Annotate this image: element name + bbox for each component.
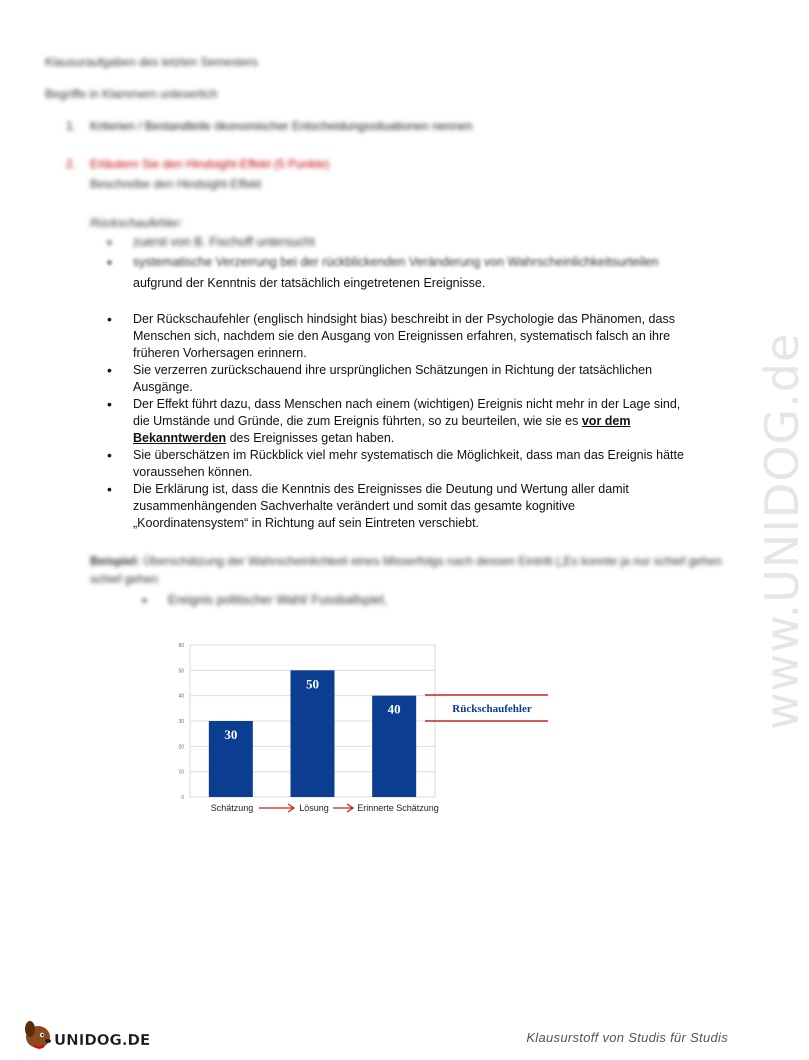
bullet-item: • Der Rückschaufehler (englisch hindsight bias) beschreibt in der Psychologie das Phänomen, dass Menschen sich, nachdem sie den Ausgang von Ereignissen erfahren, systematisch falsch an ihre früheren Vorhersagen erinnern. <box>105 311 685 362</box>
bullet-item <box>105 396 685 447</box>
list-item-text: Erläutern Sie den Hindsight-Effekt (5 Punkte) <box>90 157 330 171</box>
y-tick-label: 50 <box>178 668 184 675</box>
document-note: Begriffe in Klammern unleserlich <box>45 87 218 101</box>
item2-subheading: Beschreibe den Hindsight-Effekt <box>90 177 262 191</box>
strike-bullet-text: systematische Verzerrung bei der rückblickenden Veränderung von Wahrscheinlichkeitsurteilen <box>133 255 659 269</box>
list-item-number: 1. <box>66 119 77 133</box>
strike-bullet-continuation: aufgrund der Kenntnis der tatsächlich eingetretenen Ereignisse. <box>133 276 486 290</box>
example-text: Überschätzung der Wahrscheinlichkeit eines Misserfolgs nach dessen Eintritt („Es konnte ja nur schief gehen <box>140 554 722 568</box>
emphasis-vor-dem-bekanntwerden: vor dem Bekanntwerden <box>133 414 631 445</box>
annotation-label: Rückschaufehler <box>452 703 532 715</box>
category-label: Schätzung <box>210 803 254 813</box>
category-label: Erinnerte Schätzung <box>357 803 439 813</box>
example-bullet-text: Ereignis politischer Wahl/ Fussballspiel, <box>168 593 388 607</box>
example-label: Beispiel: <box>90 554 141 568</box>
bullet-item: • Die Erklärung ist, dass die Kenntnis des Ereignisses die Deutung und Wertung aller damit zusammenhängenden Sachverhalte verändert und somit das gesamte kognitive „Koordinatensystem“ in Richtung auf sein Eintreten verschiebt. <box>105 481 685 532</box>
bar-value-label: 30 <box>224 727 238 742</box>
category-label: Lösung <box>299 803 329 813</box>
bar-value-label: 40 <box>387 701 401 717</box>
bar-chart <box>170 640 560 820</box>
y-tick-label: 40 <box>178 693 184 700</box>
document-title: Klausuraufgaben des letzten Semesters <box>45 55 258 69</box>
rueckschaufehler-heading: Rückschaufehler: <box>90 216 183 230</box>
footer-tagline: Klausurstoff von Studis für Studis <box>526 1030 728 1045</box>
y-tick-label: 10 <box>178 769 184 776</box>
watermark-text: www.UNIDOG.de <box>755 332 809 730</box>
bullet-text-part: des Ereignisses getan haben. <box>226 431 395 445</box>
y-tick-label: 30 <box>178 719 184 725</box>
y-tick-label: 0 <box>181 795 184 801</box>
unidog-logo <box>20 1015 150 1055</box>
bullet-text-part: Der Effekt führt dazu, dass Menschen nach einem (wichtigen) Ereignis nicht mehr in der Lage sind, die Umstände und Gründe, die zum Ereignis führten, so zu beurteilen, wie sie es <box>133 397 681 428</box>
chart-svg <box>170 640 560 820</box>
blurred-bullet-text: zuerst von B. Fischoff untersucht <box>133 235 315 249</box>
bullet-item: • Sie überschätzen im Rückblick viel mehr systematisch die Möglichkeit, dass man das Ereignis hätte voraussehen können. <box>105 447 685 481</box>
dog-icon <box>20 1015 150 1055</box>
bullet-list <box>105 311 685 532</box>
list-item-number: 2. <box>66 157 77 171</box>
y-tick-label: 20 <box>178 744 184 751</box>
y-tick-label: 60 <box>178 643 184 649</box>
example-line <box>90 553 722 570</box>
bullet-item: • Sie verzerren zurückschauend ihre ursprünglichen Schätzungen in Richtung der tatsächlichen Ausgänge. <box>105 362 685 396</box>
bar-value-label: 50 <box>306 676 319 692</box>
list-item-text: Kriterien / Bestandteile ökonomischer Entscheidungssituationen nennen <box>90 119 473 133</box>
example-continuation: schief gehen <box>90 572 159 586</box>
logo-text: UNIDOG.DE <box>54 1031 151 1049</box>
